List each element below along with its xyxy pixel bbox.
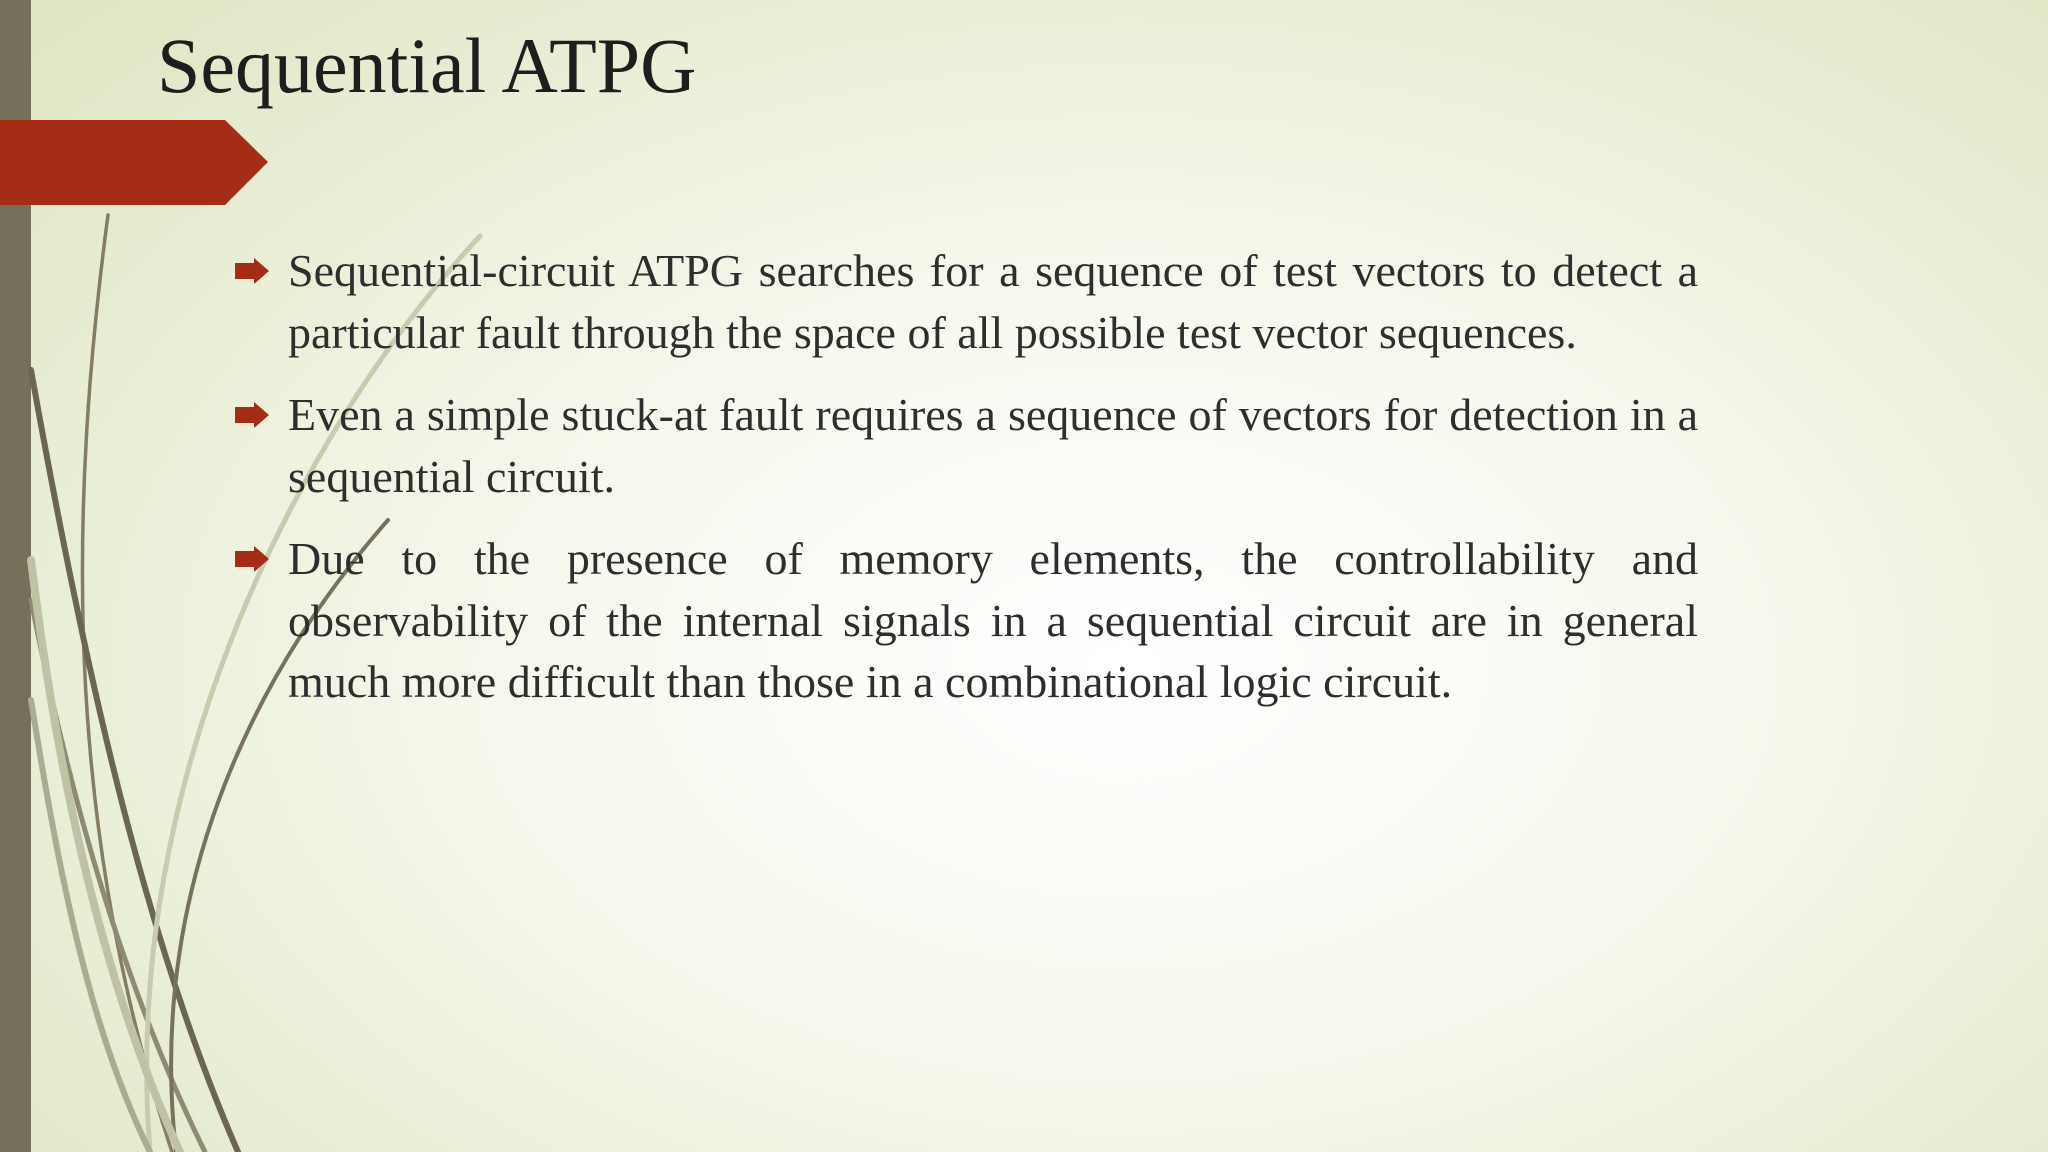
arrow-bullet-icon (234, 257, 270, 285)
bullet-text: Due to the presence of memory elements, the controllability and observability of the internal signals in a sequential circuit are in general much more difficult than those in a combinational logic circuit. (288, 533, 1698, 707)
slide-title: Sequential ATPG (157, 22, 697, 109)
red-arrow-banner (0, 120, 268, 205)
arrow-bullet-icon (234, 401, 270, 429)
bullet-item (232, 240, 1698, 363)
arrow-bullet-icon (234, 545, 270, 573)
bullet-item (232, 528, 1698, 713)
bullet-list (232, 240, 1698, 734)
bullet-item (232, 384, 1698, 507)
bullet-text: Sequential-circuit ATPG searches for a sequence of test vectors to detect a particular fault through the space of all possible test vector sequences. (288, 245, 1698, 358)
bullet-text: Even a simple stuck-at fault requires a sequence of vectors for detection in a sequential circuit. (288, 389, 1698, 502)
decorative-curve (31, 560, 180, 1152)
